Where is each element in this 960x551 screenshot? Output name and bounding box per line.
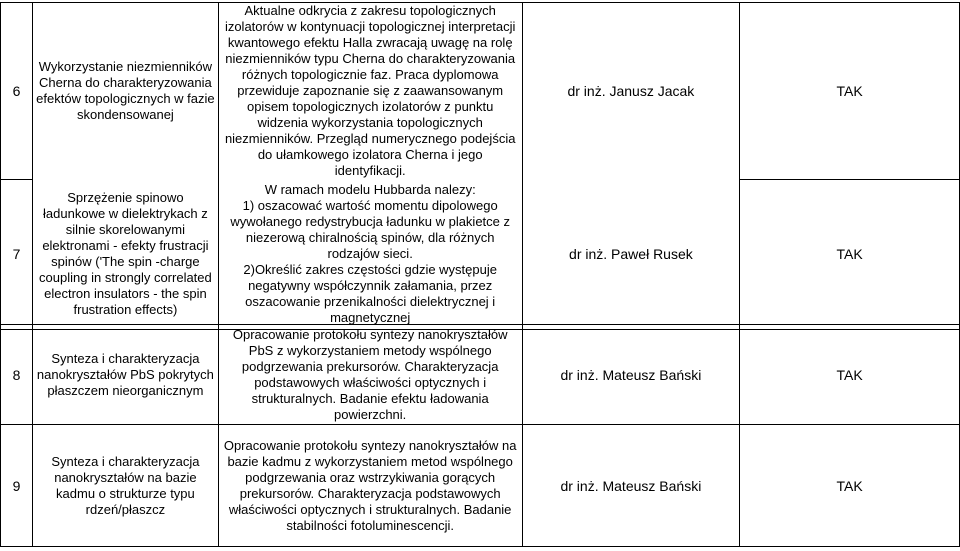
topic-description: Opracowanie protokołu syntezy nanokryształów PbS z wykorzystaniem metody wspólnego podgrzewania prekursorów. Charakteryzacja podstawowych właściwości optycznych i strukturalnych. Badanie efektu ładowania powierzchni. [218, 325, 522, 425]
status-value: TAK [740, 179, 960, 329]
status-value: TAK [740, 325, 960, 425]
topic-title: Synteza i charakteryzacja nanokryształów PbS pokrytych płaszczem nieorganicznym [32, 325, 218, 425]
description-line: 1) oszacować wartość momentu dipolowego wywołanego redystrybucja ładunku w plakietce z niezerową chiralnością spinów, dla różnych rodzajów sieci. [230, 197, 511, 261]
table-row [1, 325, 960, 425]
table-row [1, 179, 960, 329]
topic-description [218, 179, 522, 329]
status-value: TAK [740, 425, 960, 547]
supervisor: dr inż. Mateusz Bański [522, 325, 740, 425]
supervisor: dr inż. Paweł Rusek [522, 179, 740, 329]
topic-title: Wykorzystanie niezmienników Cherna do charakteryzowania efektów topologicznych w fazie skondensowanej [32, 3, 218, 180]
thesis-table-bottom [0, 324, 960, 547]
description-line: 2)Określić zakres częstości gdzie występuje negatywny współczynnik załamania, przez oszacowanie przenikalności dielektrycznej i magnetycznej [243, 261, 497, 325]
thesis-table-top [0, 2, 960, 330]
topic-description: Aktualne odkrycia z zakresu topologicznych izolatorów w kontynuacji topologicznej interpretacji kwantowego efektu Halla zwracają uwagę na rolę niezmienników typu Cherna do charakteryzowania różnych topologicznie faz. Praca dyplomowa przewiduje zapoznanie się z zaawansowanym opisem topologicznych izolatorów z punktu widzenia wykorzystania topologicznych niezmienników. Przegląd numerycznego podejścia do ułamkowego izolatora Cherna i jego identyfikacji. [218, 3, 522, 180]
supervisor: dr inż. Mateusz Bański [522, 425, 740, 547]
row-number: 7 [1, 179, 33, 329]
topic-description: Opracowanie protokołu syntezy nanokryształów na bazie kadmu z wykorzystaniem metod wspólnego podgrzewania oraz wstrzykiwania gorących prekursorów. Charakteryzacja podstawowych właściwości optycznych i strukturalnych. Badanie stabilności fotoluminescencji. [218, 425, 522, 547]
supervisor: dr inż. Janusz Jacak [522, 3, 740, 180]
row-number: 8 [1, 325, 33, 425]
topic-title: Synteza i charakteryzacja nanokryształów na bazie kadmu o strukturze typu rdzeń/płaszcz [32, 425, 218, 547]
row-number: 6 [1, 3, 33, 180]
status-value: TAK [740, 3, 960, 180]
table-row [1, 3, 960, 180]
row-number: 9 [1, 425, 33, 547]
topic-title: Sprzężenie spinowo ładunkowe w dielektrykach z silnie skorelowanymi elektronami - efekty frustracji spinów ('The spin -charge coupling in strongly correlated electron insulators - the spin frustration effects) [32, 179, 218, 329]
table-row [1, 425, 960, 547]
description-line: W ramach modelu Hubbarda nalezy: [264, 181, 476, 197]
